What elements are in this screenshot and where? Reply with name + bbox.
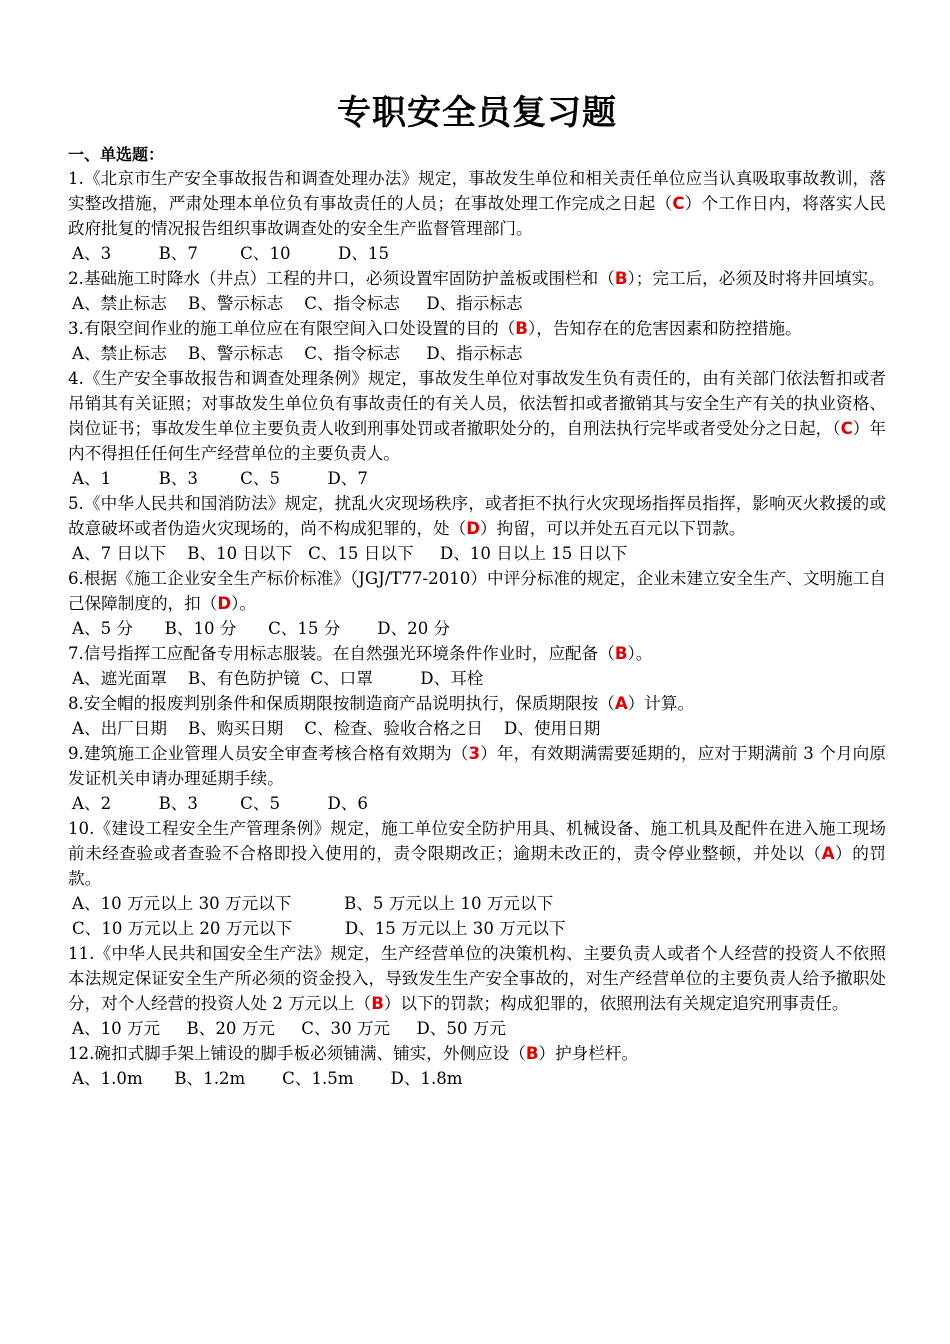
- question-text: [68, 1041, 886, 1066]
- question-stem-end: ）以下的罚款；构成犯罪的，依照刑法有关规定追究刑事责任。: [383, 994, 849, 1013]
- question-text: [68, 941, 886, 1016]
- answer-key: B: [515, 319, 528, 338]
- page-title: 专职安全员复习题: [337, 93, 617, 133]
- section-heading: 一、单选题：: [68, 145, 165, 164]
- question-text: [68, 641, 886, 666]
- question-stem: 12.碗扣式脚手架上铺设的脚手板必须铺满、铺实，外侧应设（: [68, 1044, 526, 1063]
- question-stem: 7.信号指挥工应配备专用标志服装。在自然强光环境条件作业时，应配备（: [68, 644, 615, 663]
- question-stem-end: ）个工作日内，将落实人民政府批复的情况报告组织事故调查处的安全生产监督管理部门。: [68, 194, 886, 238]
- answer-key: B: [614, 644, 628, 663]
- answer-options: A、1.0m B、1.2m C、1.5m D、1.8m: [72, 1069, 463, 1088]
- question-stem-end: ），告知存在的危害因素和防控措施。: [527, 319, 802, 338]
- answer-key: D: [217, 594, 232, 613]
- question-stem: 8.安全帽的报废判别条件和保质期限按制造商产品说明执行，保质期限按（: [68, 694, 615, 713]
- question-stem: 2.基础施工时降水（井点）工程的井口，必须设置牢固防护盖板或围栏和（: [68, 269, 615, 288]
- question-stem: 6.根据《施工企业安全生产标价标准》（JGJ/T77-2010）中评分标准的规定，企业未建立安全生产、文明施工自己保障制度的，扣（: [68, 569, 886, 613]
- question-text: [68, 491, 886, 541]
- answer-options: C、10 万元以上 20 万元以下 D、15 万元以上 30 万元以下: [72, 919, 566, 938]
- question-text: [68, 816, 886, 891]
- answer-options: A、10 万元以上 30 万元以下 B、5 万元以上 10 万元以下: [72, 894, 554, 913]
- question-text: [68, 166, 886, 241]
- answer-key: A: [821, 844, 835, 863]
- answer-options: A、1 B、3 C、5 D、7: [72, 469, 368, 488]
- question-stem: 4.《生产安全事故报告和调查处理条例》规定，事故发生单位对事故发生负有责任的，由有关部门依法暂扣或者吊销其有关证照；对事故发生单位负有事故责任的有关人员，依法暂扣或者撤销其与安全生产有关的执业资格、岗位证书；事故发生单位主要负责人收到刑事处罚或者撤职处分的，自刑法执行完毕或者受处分之日起，（: [68, 369, 886, 438]
- answer-key: C: [672, 194, 685, 213]
- question-stem: 5.《中华人民共和国消防法》规定，扰乱火灾现场秩序，或者拒不执行火灾现场指挥员指挥，影响灭火救援的或故意破坏或者伪造火灾现场的，尚不构成犯罪的，处（: [68, 494, 886, 538]
- question-stem-end: ）计算。: [627, 694, 695, 713]
- question-list: [68, 166, 886, 1091]
- question-stem-end: ）年内不得担任任何生产经营单位的主要负责人。: [68, 419, 886, 463]
- question-stem: 10.《建设工程安全生产管理条例》规定，施工单位安全防护用具、机械设备、施工机具及配件在进入施工现场前未经查验或者查验不合格即投入使用的，责令限期改正；逾期未改正的，责令停业整顿，并处以（: [68, 819, 886, 863]
- question-stem: 1.《北京市生产安全事故报告和调查处理办法》规定，事故发生单位和相关责任单位应当认真吸取事故教训，落实整改措施，严肃处理本单位负有事故责任的人员；在事故处理工作完成之日起（: [68, 169, 886, 213]
- answer-options: A、禁止标志 B、警示标志 C、指令标志 D、指示标志: [72, 344, 523, 363]
- question-text: [68, 366, 886, 466]
- answer-options: A、5 分 B、10 分 C、15 分 D、20 分: [72, 619, 451, 638]
- document-page: [68, 82, 886, 1091]
- question-stem: 9.建筑施工企业管理人员安全审查考核合格有效期为（: [68, 744, 469, 763]
- answer-key: 3: [468, 744, 481, 763]
- answer-options: A、出厂日期 B、购买日期 C、检查、验收合格之日 D、使用日期: [72, 719, 601, 738]
- question-text: [68, 266, 886, 291]
- answer-key: A: [614, 694, 628, 713]
- answer-options: A、遮光面罩 B、有色防护镜 C、口罩 D、耳栓: [72, 669, 484, 688]
- question-stem-end: ）拘留，可以并处五百元以下罚款。: [480, 519, 746, 538]
- question-stem-end: ）护身栏杆。: [538, 1044, 639, 1063]
- question-stem-end: ）的罚款。: [68, 844, 887, 888]
- answer-options: A、10 万元 B、20 万元 C、30 万元 D、50 万元: [72, 1019, 506, 1038]
- answer-options: A、3 B、7 C、10 D、15: [72, 244, 390, 263]
- question-stem: 3.有限空间作业的施工单位应在有限空间入口处设置的目的（: [68, 319, 516, 338]
- answer-key: C: [840, 419, 853, 438]
- question-text: [68, 741, 886, 791]
- answer-key: B: [614, 269, 628, 288]
- answer-options: A、2 B、3 C、5 D、6: [72, 794, 368, 813]
- answer-options: A、7 日以下 B、10 日以下 C、15 日以下 D、10 日以上 15 日以下: [72, 544, 628, 563]
- question-stem-end: ）。: [627, 644, 653, 663]
- question-text: [68, 316, 886, 341]
- question-stem-end: ）；完工后，必须及时将井回填实。: [627, 269, 885, 288]
- answer-options: A、禁止标志 B、警示标志 C、指令标志 D、指示标志: [72, 294, 523, 313]
- question-text: [68, 691, 886, 716]
- answer-key: B: [525, 1044, 539, 1063]
- question-stem-end: ）年，有效期满需要延期的，应对于期满前 3 个月向原发证机关申请办理延期手续。: [68, 744, 886, 788]
- question-text: [68, 566, 886, 616]
- question-stem-end: ）。: [231, 594, 257, 613]
- answer-key: D: [466, 519, 481, 538]
- answer-key: B: [371, 994, 384, 1013]
- question-stem: 11.《中华人民共和国安全生产法》规定，生产经营单位的决策机构、主要负责人或者个人经营的投资人不依照本法规定保证安全生产所必须的资金投入，导致发生生产安全事故的，对生产经营单位的主要负责人给予撤职处分，对个人经营的投资人处 2 万元以上（: [68, 944, 886, 1013]
